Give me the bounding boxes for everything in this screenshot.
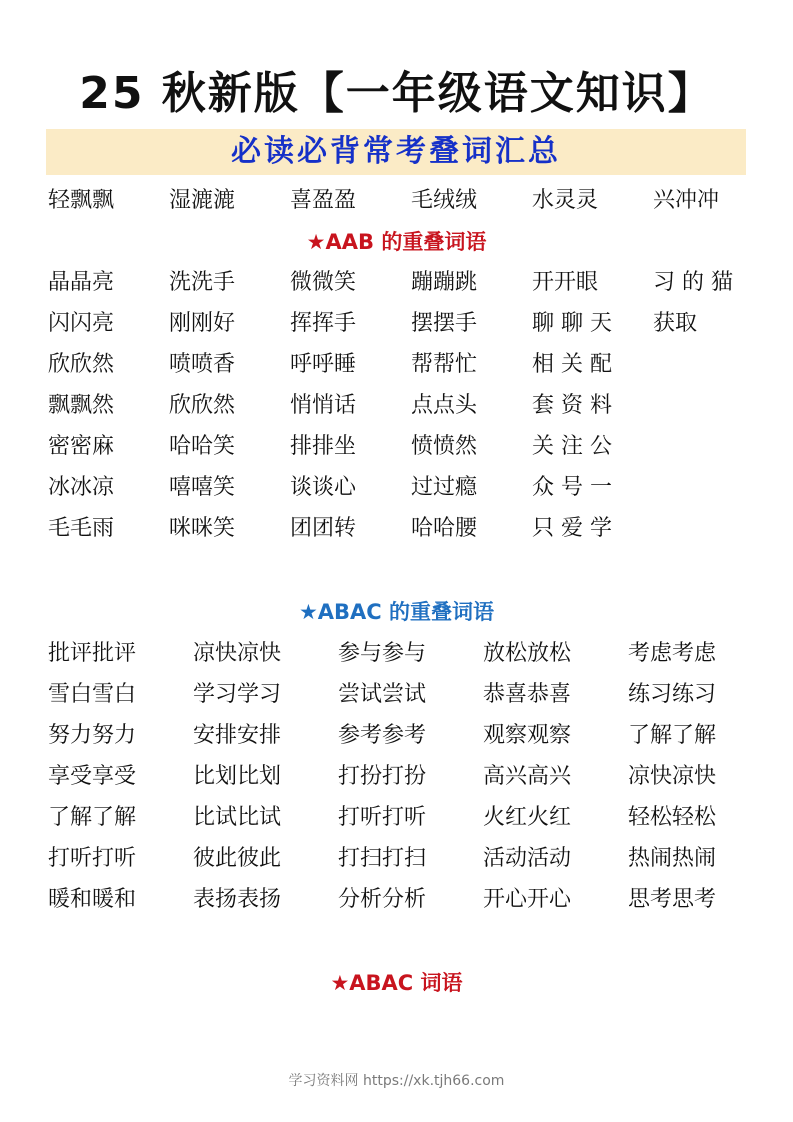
word-cell: 轻松轻松 xyxy=(628,805,717,830)
word-cell: 哈哈笑 xyxy=(169,434,236,459)
word-cell: 欣欣然 xyxy=(169,393,236,418)
word-cell: 暖和暖和 xyxy=(48,887,137,912)
word-cell: 表扬表扬 xyxy=(193,887,282,912)
word-cell: 了解了解 xyxy=(628,723,717,748)
word-cell: 只 爱 学 xyxy=(532,516,612,541)
word-cell: 蹦蹦跳 xyxy=(411,270,478,295)
word-cell: 习 的 猫 xyxy=(653,270,733,295)
word-cell: 密密麻 xyxy=(48,434,115,459)
word-cell: 打听打听 xyxy=(48,846,137,871)
word-cell: 晶晶亮 xyxy=(48,270,115,295)
word-cell: 热闹热闹 xyxy=(628,846,717,871)
word-cell: 彼此彼此 xyxy=(193,846,282,871)
section-heading-aab: ★AAB 的重叠词语 xyxy=(306,230,487,254)
word-cell: 兴冲冲 xyxy=(653,188,720,213)
word-cell: 获取 xyxy=(653,311,698,336)
section-heading-abac: ★ABAC 的重叠词语 xyxy=(298,600,495,624)
word-cell: 努力努力 xyxy=(48,723,137,748)
word-cell: 考虑考虑 xyxy=(628,641,717,666)
word-cell: 欣欣然 xyxy=(48,352,115,377)
word-cell: 过过瘾 xyxy=(411,475,478,500)
word-cell: 哈哈腰 xyxy=(411,516,478,541)
page-title: 25 秋新版【一年级语文知识】 xyxy=(79,68,714,119)
word-cell: 套 资 料 xyxy=(532,393,612,418)
section-heading-abac-words: ★ABAC 词语 xyxy=(330,971,463,995)
word-cell: 打扫打扫 xyxy=(338,846,427,871)
word-cell: 闪闪亮 xyxy=(48,311,115,336)
word-cell: 悄悄话 xyxy=(290,393,357,418)
word-cell: 帮帮忙 xyxy=(411,352,478,377)
word-cell: 呼呼睡 xyxy=(290,352,357,377)
word-cell: 轻飘飘 xyxy=(48,188,115,213)
word-cell: 微微笑 xyxy=(290,270,357,295)
footer-source: 学习资料网 https://xk.tjh66.com xyxy=(288,1073,505,1089)
subtitle-banner: 必读必背常考叠词汇总 xyxy=(46,129,746,175)
word-cell: 安排安排 xyxy=(193,723,282,748)
word-cell: 高兴高兴 xyxy=(483,764,572,789)
word-cell: 批评批评 xyxy=(48,641,137,666)
word-cell: 开开眼 xyxy=(532,270,599,295)
word-cell: 开心开心 xyxy=(483,887,572,912)
word-cell: 毛绒绒 xyxy=(411,188,478,213)
word-cell: 众 号 一 xyxy=(532,475,612,500)
word-cell: 水灵灵 xyxy=(532,188,599,213)
word-cell: 点点头 xyxy=(411,393,478,418)
word-cell: 咪咪笑 xyxy=(169,516,236,541)
word-cell: 凉快凉快 xyxy=(193,641,282,666)
word-cell: 享受享受 xyxy=(48,764,137,789)
word-cell: 谈谈心 xyxy=(290,475,357,500)
word-cell: 分析分析 xyxy=(338,887,427,912)
word-cell: 飘飘然 xyxy=(48,393,115,418)
word-cell: 洗洗手 xyxy=(169,270,236,295)
word-cell: 打听打听 xyxy=(338,805,427,830)
word-cell: 挥挥手 xyxy=(290,311,357,336)
word-cell: 比试比试 xyxy=(193,805,282,830)
word-cell: 参考参考 xyxy=(338,723,427,748)
word-cell: 尝试尝试 xyxy=(338,682,427,707)
word-cell: 排排坐 xyxy=(290,434,357,459)
word-cell: 火红火红 xyxy=(483,805,572,830)
word-cell: 打扮打扮 xyxy=(338,764,427,789)
word-cell: 学习学习 xyxy=(193,682,282,707)
word-cell: 愤愤然 xyxy=(411,434,478,459)
word-cell: 放松放松 xyxy=(483,641,572,666)
word-cell: 刚刚好 xyxy=(169,311,236,336)
word-cell: 凉快凉快 xyxy=(628,764,717,789)
word-cell: 了解了解 xyxy=(48,805,137,830)
word-cell: 嘻嘻笑 xyxy=(169,475,236,500)
word-cell: 参与参与 xyxy=(338,641,427,666)
word-cell: 喜盈盈 xyxy=(290,188,357,213)
word-cell: 比划比划 xyxy=(193,764,282,789)
word-cell: 恭喜恭喜 xyxy=(483,682,572,707)
word-cell: 冰冰凉 xyxy=(48,475,115,500)
word-cell: 活动活动 xyxy=(483,846,572,871)
word-cell: 湿漉漉 xyxy=(169,188,236,213)
word-cell: 雪白雪白 xyxy=(48,682,137,707)
word-cell: 摆摆手 xyxy=(411,311,478,336)
word-cell: 聊 聊 天 xyxy=(532,311,612,336)
word-cell: 喷喷香 xyxy=(169,352,236,377)
word-cell: 毛毛雨 xyxy=(48,516,115,541)
word-cell: 思考思考 xyxy=(628,887,717,912)
word-cell: 关 注 公 xyxy=(532,434,612,459)
word-cell: 相 关 配 xyxy=(532,352,612,377)
word-cell: 练习练习 xyxy=(628,682,717,707)
word-cell: 观察观察 xyxy=(483,723,572,748)
word-cell: 团团转 xyxy=(290,516,357,541)
